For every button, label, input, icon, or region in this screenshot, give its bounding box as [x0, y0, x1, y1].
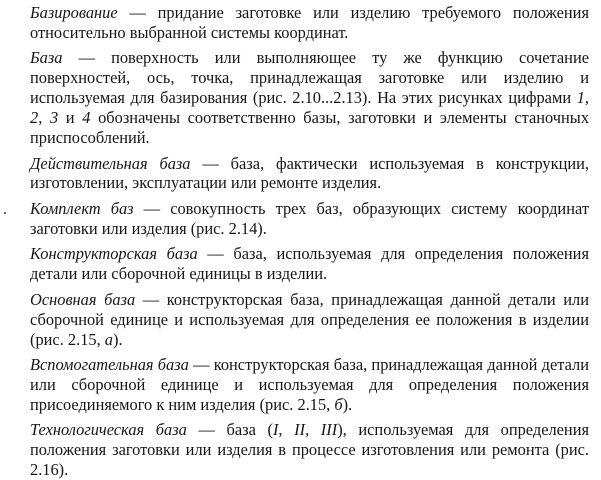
- conjunction: и: [58, 108, 83, 128]
- definition-text: — конструкторская база, принадлежащая данной детали или сборочной единице и используемая для определения ее положения в изделии (рис. 2.15,: [30, 289, 589, 349]
- figure-digit: 4: [82, 108, 91, 128]
- definition-text: — база, фактически используемая в конструкции, изготовлении, эксплуатации или ремонте изделия.: [30, 153, 590, 193]
- definition-technological-base: [30, 420, 589, 480]
- term: Технологическая база: [30, 420, 187, 440]
- term: Базирование: [30, 3, 118, 22]
- definition-text: — база, используемая для определения положения детали или сборочной единицы в изделии.: [30, 244, 589, 284]
- term: Конструкторская база: [30, 244, 198, 264]
- definition-text: — совокупность трех баз, образующих систему координат заготовки или изделия (рис. 2.14).: [30, 198, 589, 238]
- definition-text: — поверхность или выполняющее ту же функцию сочетание поверхностей, ось, точка, принадлежащая заготовке или изделию и используемая для базирования (рис. 2.10...2.13). На этих рисунках цифрами: [30, 48, 589, 108]
- figure-digits: 1, 2, 3: [30, 88, 589, 128]
- definition-auxiliary-base: [30, 355, 589, 415]
- definition-text-end: ).: [342, 394, 353, 414]
- figure-letter: б: [334, 394, 343, 414]
- scan-speck: [4, 212, 6, 214]
- term: Комплект баз: [30, 198, 134, 218]
- definition-base-set: [30, 199, 589, 239]
- figure-letter: а: [104, 329, 113, 349]
- definition-bazirovanie: [30, 3, 589, 43]
- definition-text: — база (: [186, 420, 273, 440]
- definition-actual-base: [30, 154, 589, 194]
- definition-text-end: ), используемая для определения положения заготовки или изделия в процессе изготовления или ремонта (рис. 2.16).: [30, 420, 590, 480]
- definition-text: — придание заготовке или изделию требуемого положения относительно выбранной системы координат.: [30, 3, 589, 42]
- term: Действительная база: [30, 153, 191, 173]
- term: Основная база: [30, 289, 136, 309]
- definition-baza: [30, 48, 589, 148]
- term: Вспомогательная база: [30, 355, 189, 375]
- definition-text: — конструкторская база, принадлежащая данной детали или сборочной единице и используемая для определения положения присоединяемого к ним изделия (рис. 2.15,: [30, 355, 589, 414]
- definition-text-end: ).: [112, 329, 123, 349]
- definition-main-base: [30, 290, 589, 350]
- roman-numerals: I, II, III: [272, 420, 338, 440]
- definition-text-end: обозначены соответственно базы, заготовки и элементы станочных приспособлений.: [30, 108, 590, 148]
- term: База: [30, 48, 63, 68]
- definition-design-base: [30, 244, 589, 284]
